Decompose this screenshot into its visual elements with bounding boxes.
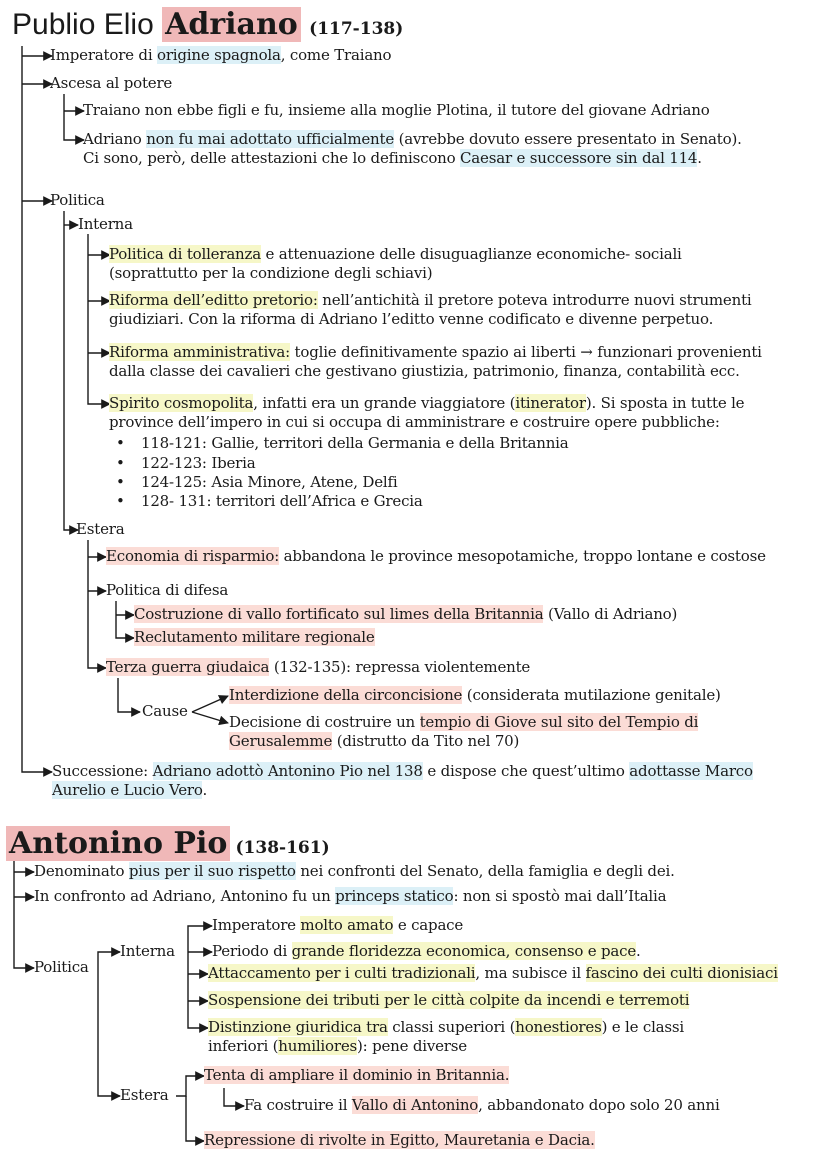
highlight: molto amato [300, 916, 394, 934]
title-name: Antonino Pio [6, 826, 230, 861]
difesa-label: Politica di difesa [106, 581, 229, 599]
text: nei confronti del Senato, della famiglia e degli dei. [295, 862, 675, 880]
text: . [697, 149, 702, 167]
text: Ci sono, però, delle attestazioni che lo definiscono [83, 149, 461, 167]
antonino-estera-item-1 [204, 1066, 509, 1085]
bullet: • [116, 434, 125, 452]
text: , ma subisce il [475, 964, 586, 982]
cause-label: Cause [142, 702, 188, 720]
text: , infatti era un grande viaggiatore ( [253, 394, 516, 412]
viaggio-item: 122-123: Iberia [141, 454, 256, 472]
interna-item-2 [109, 291, 752, 310]
text: (132-135): repressa violentemente [269, 658, 531, 676]
highlight: Spirito cosmopolita [109, 394, 254, 412]
highlight: tempio di Giove sul sito del Tempio di [419, 713, 699, 731]
text: (Vallo di Adriano) [543, 605, 678, 623]
title-prefix: Publio Elio [12, 8, 163, 41]
text: e capace [393, 916, 464, 934]
text: toglie definitivamente spazio ai liberti → funzionari provenienti [289, 343, 762, 361]
text: (distrutto da Tito nel 70) [332, 732, 520, 750]
estera-label: Estera [76, 520, 125, 538]
text: , abbandonato dopo solo 20 anni [478, 1096, 720, 1114]
difesa-item-2 [134, 628, 375, 647]
viaggio-item: 118-121: Gallie, territori della Germania e della Britannia [141, 434, 569, 452]
highlight: Economia di risparmio: [106, 547, 280, 565]
highlight: Distinzione giuridica tra [208, 1018, 388, 1036]
politica-label-antonino: Politica [34, 958, 89, 976]
highlight: itinerator [515, 394, 586, 412]
highlight: fascino dei culti dionisiaci [585, 964, 778, 982]
text: Imperatore di [50, 46, 157, 64]
viaggio-item: 128- 131: territori dell’Africa e Grecia [141, 492, 423, 510]
highlight: Gerusalemme [229, 732, 333, 750]
highlight: honestiores [515, 1018, 602, 1036]
interna-item-1 [109, 245, 682, 264]
highlight: Sospensione dei tributi per le città colpite da incendi e terremoti [208, 991, 690, 1009]
text: inferiori ( [208, 1037, 279, 1055]
text: In confronto ad Adriano, Antonino fu un [34, 887, 336, 905]
text: . [636, 942, 641, 960]
text: ) e le classi [601, 1018, 685, 1036]
pius-item [34, 862, 675, 881]
cause-item-2 [229, 713, 698, 732]
highlight: Interdizione della circoncisione [229, 686, 463, 704]
interna-item-3-cont: dalla classe dei cavalieri che gestivano giustizia, patrimonio, finanza, contabilità ecc. [109, 362, 740, 380]
ascesa-item-1: Traiano non ebbe figli e fu, insieme alla moglie Plotina, il tutore del giovane Adriano [83, 101, 710, 119]
highlight: princeps statico [335, 887, 454, 905]
text: e attenuazione delle disuguaglianze economiche- sociali [260, 245, 682, 263]
interna-label-antonino: Interna [120, 942, 175, 960]
highlight: Riforma dell’editto pretorio: [109, 291, 318, 309]
interna-item-4 [109, 394, 744, 413]
antonino-interna-item-2 [212, 942, 641, 961]
interna-item-1-cont: (soprattutto per la condizione degli schiavi) [109, 264, 433, 282]
text: Imperatore [212, 916, 301, 934]
highlight: Reclutamento militare regionale [134, 628, 375, 646]
highlight: adottasse Marco [629, 762, 753, 780]
text: ). Si sposta in tutte le [585, 394, 745, 412]
highlight: Adriano adottò Antonino Pio nel 138 [152, 762, 423, 780]
highlight: Attaccamento per i culti tradizionali [208, 964, 476, 982]
highlight: pius per il suo rispetto [128, 862, 296, 880]
text: ): pene diverse [357, 1037, 467, 1055]
cause-item-2-cont [229, 732, 519, 751]
highlight: Terza guerra giudaica [106, 658, 270, 676]
antonino-interna-item-5-cont [208, 1037, 467, 1056]
text: Adriano [83, 130, 147, 148]
title-years: (117-138) [309, 19, 404, 39]
text: . [202, 781, 208, 799]
text: Fa costruire il [244, 1096, 352, 1114]
page-title-adriano [12, 8, 403, 46]
text: classi superiori ( [387, 1018, 516, 1036]
interna-item-2-cont: giudiziari. Con la riforma di Adriano l’editto venne codificato e divenne perpetuo. [109, 310, 714, 328]
politica-label: Politica [50, 191, 105, 209]
antonino-interna-item-5 [208, 1018, 684, 1037]
title-years: (138-161) [235, 838, 330, 858]
highlight: Tenta di ampliare il dominio in Britannia. [204, 1066, 510, 1084]
bullet: • [116, 454, 125, 472]
text: Decisione di costruire un [229, 713, 420, 731]
highlight: Politica di tolleranza [109, 245, 261, 263]
viaggio-item: 124-125: Asia Minore, Atene, Delfi [141, 473, 398, 491]
highlight: Riforma amministrativa: [109, 343, 290, 361]
antonino-estera-item-1a [244, 1096, 720, 1115]
text: : non si spostò mai dall’Italia [453, 887, 667, 905]
highlight: origine spagnola [156, 46, 281, 64]
estera-label-antonino: Estera [120, 1086, 169, 1104]
highlight: Caesar e successore sin dal 114 [460, 149, 698, 167]
title-name: Adriano [162, 7, 301, 42]
text: abbandona le province mesopotamiche, troppo lontane e costose [279, 547, 766, 565]
successione-item [52, 762, 753, 781]
text: Denominato [34, 862, 129, 880]
successione-item-cont [52, 781, 207, 800]
highlight: non fu mai adottato ufficialmente [146, 130, 395, 148]
highlight: Aurelio e Lucio Vero [52, 781, 203, 799]
text: Successione: [52, 762, 153, 780]
text: e dispose che quest’ultimo [422, 762, 630, 780]
estera-item-1 [106, 547, 766, 566]
interna-item-4-cont: province dell’impero in cui si occupa di amministrare e costruire opere pubbliche: [109, 413, 720, 431]
highlight: Repressione di rivolte in Egitto, Mauretania e Dacia. [204, 1131, 595, 1149]
difesa-item-1 [134, 605, 677, 624]
text: Periodo di [212, 942, 292, 960]
imperatore-line [50, 46, 391, 65]
cause-item-1 [229, 686, 721, 705]
antonino-interna-item-3 [208, 964, 778, 983]
text: nell’antichità il pretore poteva introdurre nuovi strumenti [317, 291, 752, 309]
text: (avrebbe dovuto essere presentato in Senato). [394, 130, 742, 148]
confronto-item [34, 887, 666, 906]
highlight: grande floridezza economica, consenso e pace [291, 942, 637, 960]
ascesa-item-2-cont [83, 149, 702, 168]
ascesa-label: Ascesa al potere [50, 74, 173, 92]
bullet: • [116, 492, 125, 510]
text: (considerata mutilazione genitale) [462, 686, 721, 704]
highlight: humiliores [278, 1037, 357, 1055]
antonino-interna-item-1 [212, 916, 463, 935]
interna-item-3 [109, 343, 762, 362]
bullet: • [116, 473, 125, 491]
ascesa-item-2 [83, 130, 742, 149]
page-title-antonino [6, 826, 330, 861]
highlight: Costruzione di vallo fortificato sul limes della Britannia [134, 605, 544, 623]
highlight: Vallo di Antonino [351, 1096, 479, 1114]
antonino-interna-item-4 [208, 991, 689, 1010]
guerra-item [106, 658, 530, 677]
interna-label: Interna [78, 215, 133, 233]
text: , come Traiano [280, 46, 392, 64]
succ-arrow [22, 46, 52, 772]
antonino-estera-item-2 [204, 1131, 595, 1150]
